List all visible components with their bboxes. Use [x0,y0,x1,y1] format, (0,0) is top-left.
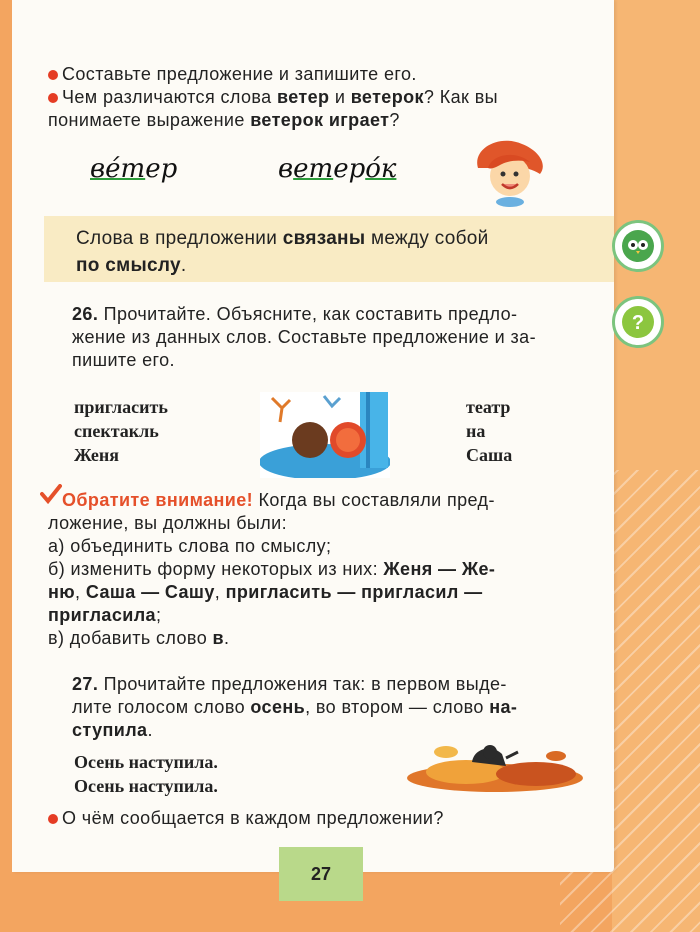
cursive-word-veter: вéтер [90,154,178,184]
page-number: 27 [279,847,363,901]
note-line-6: пригласила; [48,605,162,625]
sentence-2: Осень наступила. [74,776,218,796]
ex26-line-1: 26. Прочитайте. Объясните, как составить предло- [72,304,518,324]
ex27-line-1: 27. Прочитайте предложения так: в первом выде- [72,674,507,694]
ex27-line-3: ступила. [72,720,153,740]
note-line-2: ложение, вы должны были: [48,513,288,533]
note-line-5: ню, Саша — Сашу, пригласить — пригласил — [48,582,483,602]
checkmark-icon [40,484,62,504]
task-line-3: понимаете выражение ветерок играет? [48,110,400,130]
bullet-icon [48,93,58,103]
note-line-3: а) объединить слова по смыслу; [48,536,332,556]
sentence-1: Осень наступила. [74,752,218,772]
girl-illustration [470,138,550,208]
word-item: спектакль [74,421,159,441]
autumn-leaves-illustration [406,732,584,794]
question-icon [612,296,664,348]
word-item: театр [466,397,511,417]
word-item: пригласить [74,397,168,417]
rule-line-2: по смыслу. [76,255,187,276]
word-item: Саша [466,445,513,465]
note-line-4: б) изменить форму некоторых из них: Женя — Же- [48,559,496,579]
ex26-line-3: пишите его. [72,350,175,370]
word-item: Женя [74,445,119,465]
svg-text:?: ? [631,312,645,334]
ex27-question: О чём сообщается в каждом предложении? [62,808,444,828]
bullet-icon [48,70,58,80]
note-line-7: в) добавить слово в. [48,628,230,648]
cursive-word-veterok: ветерóк [278,154,397,184]
word-item: на [466,421,486,441]
owl-icon [612,220,664,272]
note-line-1: Обратите внимание! Когда вы составляли пред- [62,490,495,510]
ex27-line-2: лите голосом слово осень, во втором — слово на- [72,697,518,717]
bullet-icon [48,814,58,824]
ex26-line-2: жение из данных слов. Составьте предложение и за- [72,327,536,347]
theater-illustration [260,392,390,478]
task-line-2: Чем различаются слова ветер и ветерок? Как вы [62,87,499,107]
rule-line-1: Слова в предложении связаны между собой [76,228,489,249]
task-line-1: Составьте предложение и запишите его. [62,64,417,84]
